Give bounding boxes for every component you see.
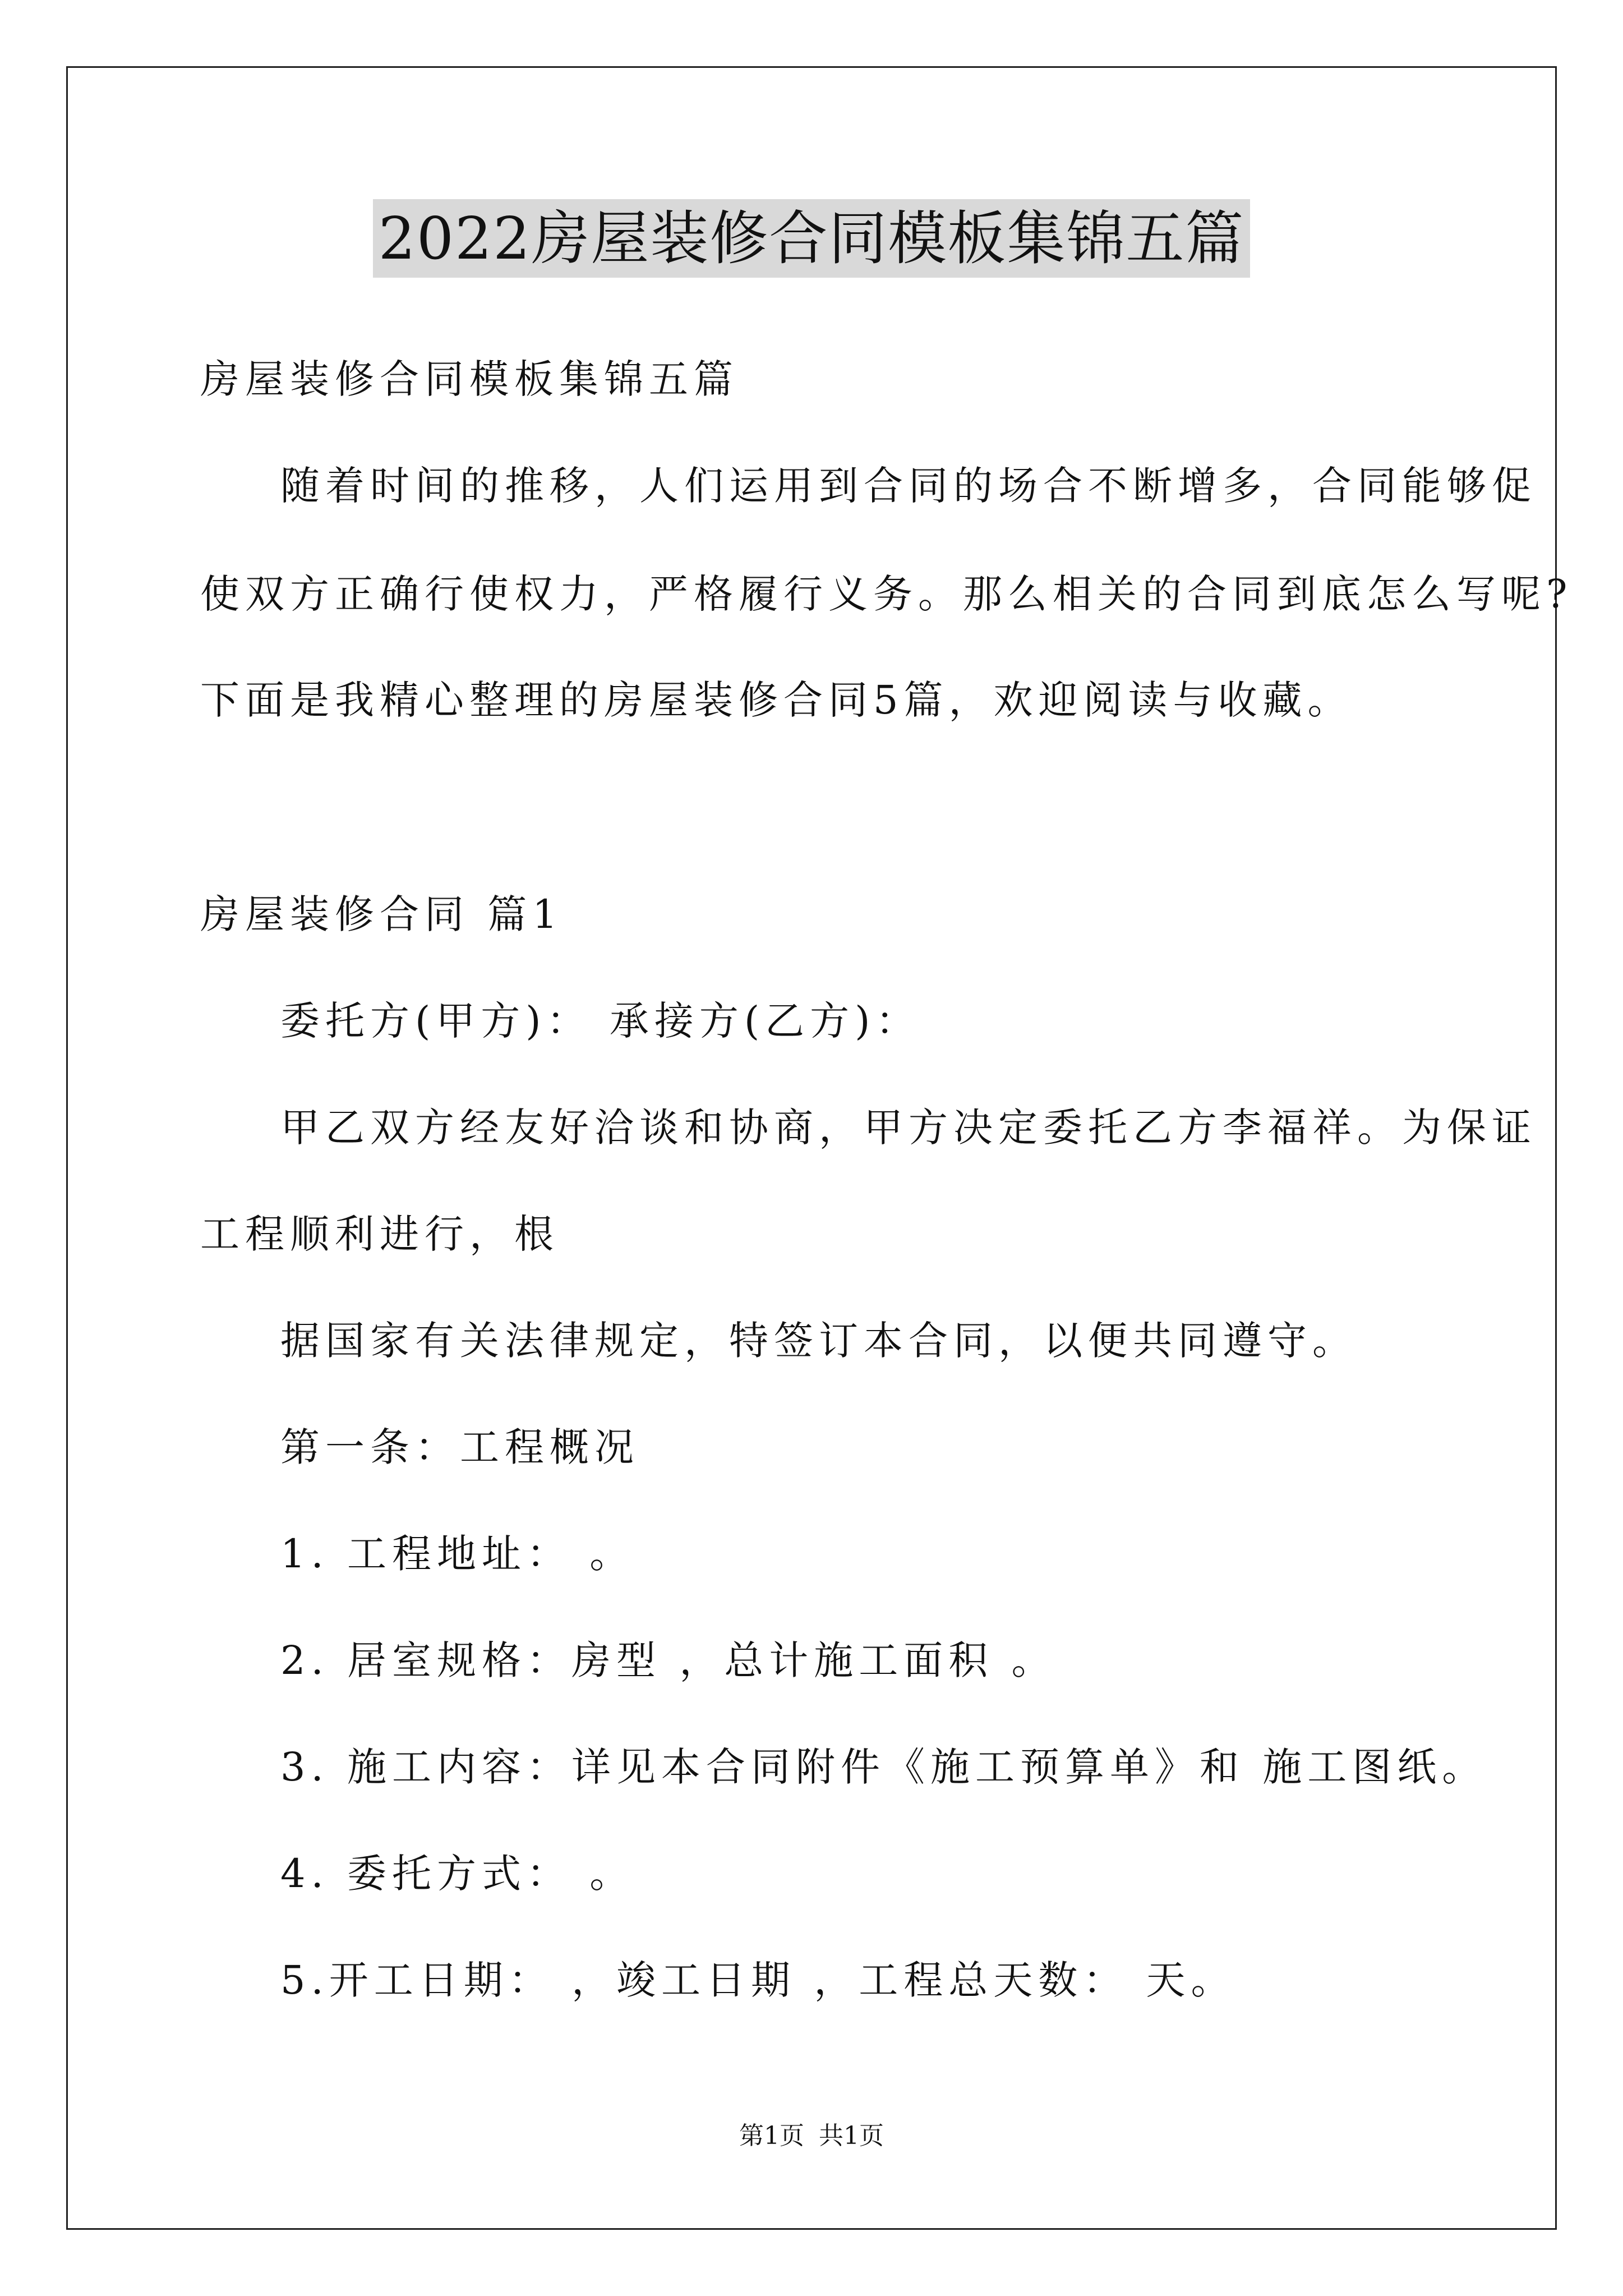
paragraph-line: 使双方正确行使权力，严格履行义务。那么相关的合同到底怎么写呢? <box>200 571 1573 617</box>
list-item: 4. 委托方式： 。 <box>280 1851 635 1897</box>
paragraph-line: 据国家有关法律规定，特签订本合同，以便共同遵守。 <box>280 1318 1357 1364</box>
list-item: 3. 施工内容：详见本合同附件《施工预算单》和 施工图纸。 <box>280 1744 1487 1790</box>
list-item: 1. 工程地址： 。 <box>280 1531 635 1577</box>
section-heading: 房屋装修合同 篇1 <box>200 891 563 937</box>
paragraph-line: 委托方(甲方)： 承接方(乙方)： <box>280 998 921 1044</box>
list-item: 2. 居室规格：房型 ，总计施工面积 。 <box>280 1637 1057 1683</box>
title-container <box>0 199 1623 278</box>
intro-heading: 房屋装修合同模板集锦五篇 <box>200 356 739 402</box>
page-number-current: 第1页 <box>739 2122 804 2150</box>
page-number-total: 共1页 <box>819 2122 884 2150</box>
paragraph-line: 甲乙双方经友好洽谈和协商，甲方决定委托乙方李福祥。为保证 <box>280 1105 1537 1151</box>
list-item: 5.开工日期： ，竣工日期 ，工程总天数： 天。 <box>280 1957 1236 2003</box>
page-footer <box>0 2119 1623 2153</box>
clause-heading: 第一条：工程概况 <box>280 1424 639 1470</box>
paragraph-line: 工程顺利进行，根 <box>200 1211 559 1257</box>
paragraph-line: 随着时间的推移，人们运用到合同的场合不断增多，合同能够促 <box>280 463 1537 509</box>
paragraph-line: 下面是我精心整理的房屋装修合同5篇，欢迎阅读与收藏。 <box>200 677 1353 723</box>
document-title: 2022房屋装修合同模板集锦五篇 <box>373 199 1251 278</box>
